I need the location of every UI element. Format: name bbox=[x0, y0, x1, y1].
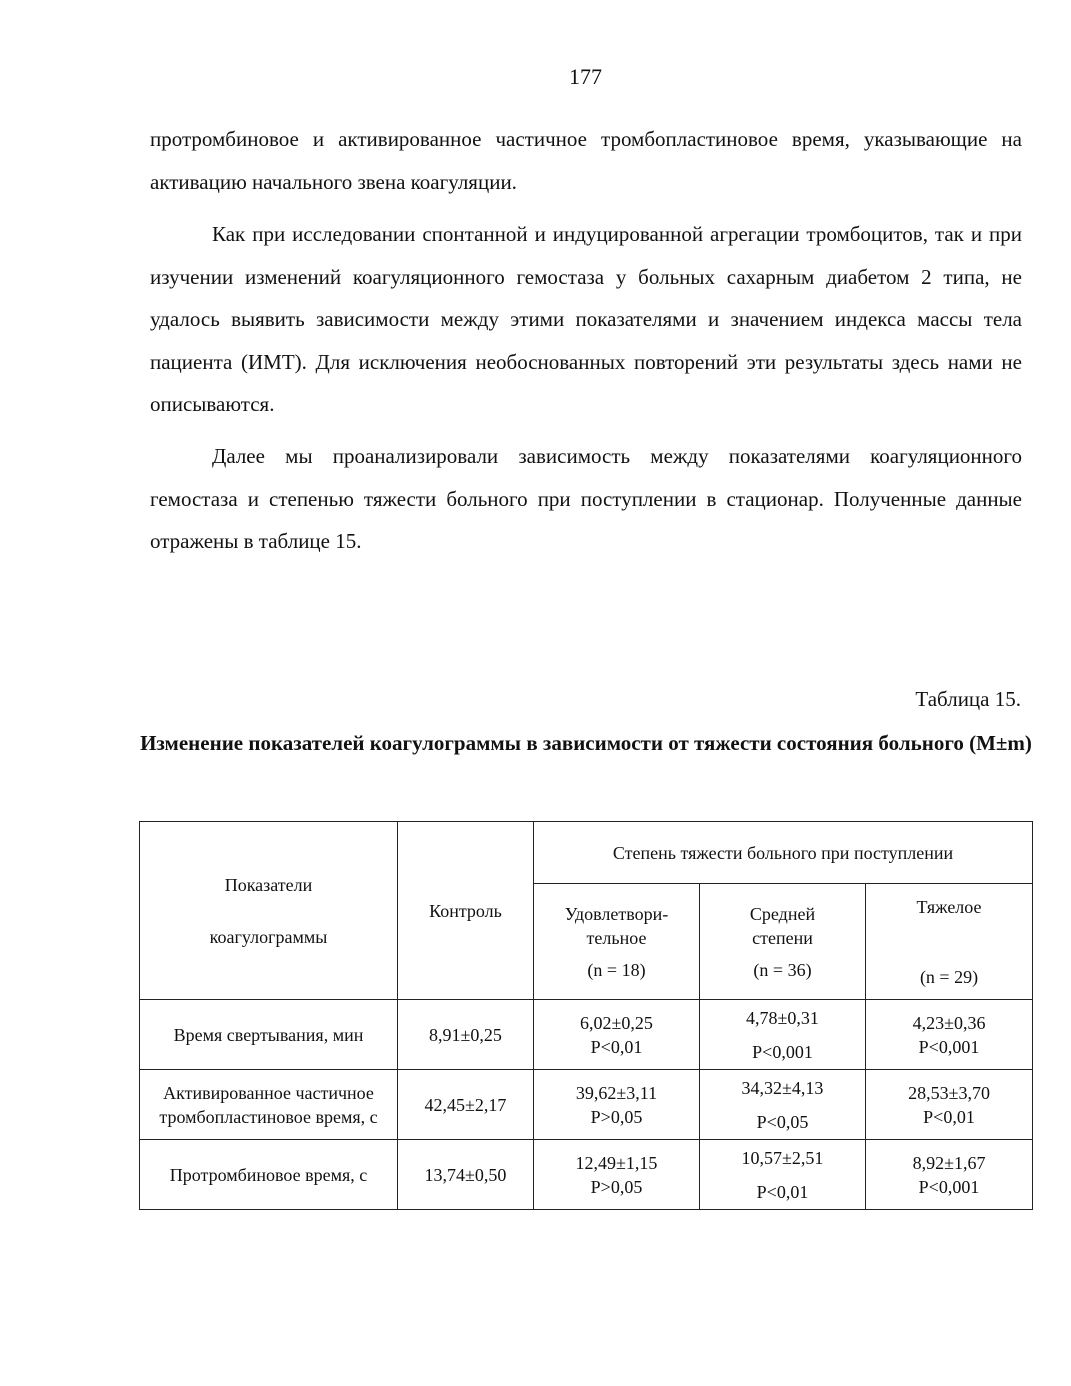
row-2-cell-severe bbox=[866, 1070, 1033, 1140]
header-indicators-line2: коагулограммы bbox=[209, 926, 328, 947]
coagulogram-table bbox=[139, 821, 1033, 1210]
header-group-satisfactory-line2: тельное bbox=[586, 927, 647, 948]
row-3-satisfactory-p: P>0,05 bbox=[590, 1176, 643, 1197]
row-3-severe-p: P<0,001 bbox=[918, 1176, 980, 1197]
row-1-indicator: Время свертывания, мин bbox=[140, 1000, 398, 1070]
header-group-satisfactory bbox=[534, 884, 700, 1000]
row-2-cell-moderate bbox=[700, 1070, 866, 1140]
header-group-severe-line1: Тяжелое bbox=[916, 896, 982, 917]
row-1-control: 8,91±0,25 bbox=[398, 1000, 534, 1070]
paragraph-2 bbox=[150, 213, 1022, 426]
row-3-severe-value: 8,92±1,67 bbox=[912, 1152, 986, 1173]
row-2-severe-p: P<0,01 bbox=[923, 1106, 975, 1127]
row-1-satisfactory-value: 6,02±0,25 bbox=[580, 1012, 653, 1033]
table-label: Таблица 15. bbox=[915, 687, 1021, 711]
row-1-severe-p: P<0,001 bbox=[918, 1036, 980, 1057]
header-group-moderate-n: (n = 36) bbox=[753, 959, 812, 980]
header-indicators-line1: Показатели bbox=[224, 874, 313, 895]
row-1-moderate-value: 4,78±0,31 bbox=[746, 1007, 819, 1028]
row-3-moderate-p: P<0,01 bbox=[756, 1181, 809, 1202]
paragraph-3 bbox=[150, 435, 1022, 563]
header-group-moderate-line1: Средней bbox=[749, 903, 816, 924]
header-group-satisfactory-n: (n = 18) bbox=[587, 959, 646, 980]
row-1-moderate-p: P<0,001 bbox=[752, 1041, 813, 1062]
row-3-cell-satisfactory bbox=[534, 1140, 700, 1210]
row-3-indicator: Протромбиновое время, с bbox=[140, 1140, 398, 1210]
row-3-cell-moderate bbox=[700, 1140, 866, 1210]
row-1-satisfactory-p: P<0,01 bbox=[590, 1036, 643, 1057]
row-2-severe-value: 28,53±3,70 bbox=[908, 1082, 990, 1103]
row-3-satisfactory-value: 12,49±1,15 bbox=[575, 1152, 658, 1173]
row-2-moderate-value: 34,32±4,13 bbox=[741, 1077, 824, 1098]
page-number: 177 bbox=[569, 64, 602, 89]
table-title: Изменение показателей коагулограммы в зависимости от тяжести состояния больного (M±m) bbox=[140, 731, 1032, 755]
row-3-moderate-value: 10,57±2,51 bbox=[741, 1147, 824, 1168]
header-group-severe bbox=[866, 884, 1033, 1000]
row-2-satisfactory-p: P>0,05 bbox=[590, 1106, 643, 1127]
row-1-cell-satisfactory bbox=[534, 1000, 700, 1070]
row-1-cell-moderate bbox=[700, 1000, 866, 1070]
paragraph-1-text: протромбиновое и активированное частичное тромбопластиновое время, указывающие на активацию начального звена коагуляции. bbox=[150, 127, 1022, 194]
row-2-indicator-line2: тромбопластиновое время, с bbox=[159, 1106, 378, 1127]
row-1-severe-value: 4,23±0,36 bbox=[912, 1012, 986, 1033]
row-2-indicator bbox=[140, 1070, 398, 1140]
table-row bbox=[140, 1000, 1033, 1070]
header-control: Контроль bbox=[398, 822, 534, 1000]
row-2-control: 42,45±2,17 bbox=[398, 1070, 534, 1140]
paragraph-2-text: Как при исследовании спонтанной и индуцированной агрегации тромбоцитов, так и при изучении изменений коагуляционного гемостаза у больных сахарным диабетом 2 типа, не удалось выявить зависимости между этими показателями и значением индекса массы тела пациента (ИМТ). Для исключения необоснованных повторений эти результаты здесь нами не описываются. bbox=[150, 222, 1022, 416]
header-group-severe-n: (n = 29) bbox=[919, 966, 979, 987]
row-1-cell-severe bbox=[866, 1000, 1033, 1070]
row-2-cell-satisfactory bbox=[534, 1070, 700, 1140]
header-group-satisfactory-line1: Удовлетвори- bbox=[564, 903, 669, 924]
table-header-row-1 bbox=[140, 822, 1033, 884]
paragraph-3-text: Далее мы проанализировали зависимость между показателями коагуляционного гемостаза и степенью тяжести больного при поступлении в стационар. Полученные данные отражены в таблице 15. bbox=[150, 444, 1022, 553]
header-severity: Степень тяжести больного при поступлении bbox=[534, 822, 1033, 884]
row-2-satisfactory-value: 39,62±3,11 bbox=[575, 1082, 658, 1103]
table-row bbox=[140, 1070, 1033, 1140]
table-row bbox=[140, 1140, 1033, 1210]
row-2-indicator-line1: Активированное частичное bbox=[163, 1082, 374, 1103]
header-indicators bbox=[140, 822, 398, 1000]
row-2-moderate-p: P<0,05 bbox=[756, 1111, 809, 1132]
header-group-moderate bbox=[700, 884, 866, 1000]
row-3-control: 13,74±0,50 bbox=[398, 1140, 534, 1210]
paragraph-1 bbox=[150, 118, 1022, 203]
row-3-cell-severe bbox=[866, 1140, 1033, 1210]
header-group-moderate-line2: степени bbox=[752, 927, 813, 948]
